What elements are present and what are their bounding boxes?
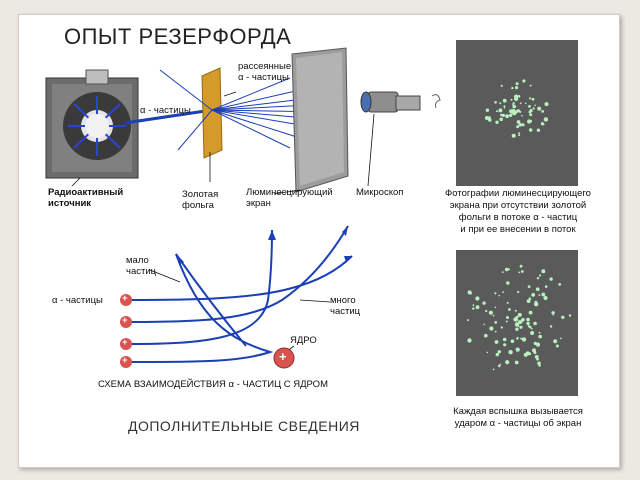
scintillation-spot (505, 114, 509, 118)
scintillation-spot (528, 105, 531, 108)
scintillation-spot (493, 369, 495, 371)
scintillation-spot (527, 299, 531, 303)
scintillation-spot (489, 326, 493, 330)
scintillation-spot (507, 302, 509, 304)
scintillation-spot (515, 310, 517, 312)
photos-caption (428, 188, 608, 236)
few-label-line1: мало (126, 255, 149, 266)
scintillation-spot (483, 324, 485, 326)
photos-caption-line2: экрана при отсутствии золотой (449, 199, 587, 211)
scintillation-spot (517, 120, 521, 124)
scintillation-spot (538, 364, 541, 367)
few-label-line2: частиц (126, 265, 157, 277)
scintillation-spot (531, 328, 533, 330)
flash-caption-line2: ударом α - частицы об экран (454, 417, 582, 429)
scintillation-spot (539, 274, 541, 276)
scintillation-spot (534, 105, 536, 107)
screen-label-line1: Люминесцирующий (246, 187, 333, 198)
scintillation-spot (508, 308, 511, 311)
photo-spots-top (456, 40, 578, 186)
scintillation-spot (550, 325, 552, 327)
many-particles-label (330, 296, 360, 318)
scintillation-spot (488, 118, 492, 122)
scintillation-spot (517, 291, 519, 293)
scintillation-spot (495, 307, 497, 309)
scintillation-spot (503, 105, 505, 107)
scintillation-spot (506, 316, 509, 319)
scintillation-spot (515, 361, 519, 365)
scintillation-spot (500, 364, 502, 366)
scintillation-spot (503, 343, 506, 346)
photo-without-foil (456, 40, 578, 186)
scintillation-spot (534, 301, 537, 304)
scintillation-spot (520, 320, 523, 323)
scintillation-spot (529, 113, 532, 116)
photo-with-foil (456, 250, 578, 396)
scintillation-spot (539, 108, 541, 110)
scintillation-spot (511, 109, 515, 113)
scintillation-spot (502, 271, 504, 273)
particle-sign: + (122, 337, 128, 348)
scintillation-spot (511, 339, 515, 343)
scintillation-spot (487, 352, 489, 354)
scintillation-spot (515, 328, 518, 331)
scintillation-spot (533, 107, 535, 109)
scintillation-spot (537, 129, 540, 132)
microscope (361, 92, 440, 112)
scintillation-spot (536, 358, 539, 361)
scintillation-spot (539, 332, 541, 334)
scintillation-spot (560, 338, 562, 340)
scintillation-spot (515, 86, 518, 89)
scintillation-spot (569, 314, 571, 316)
scintillation-spot (529, 311, 533, 315)
scintillation-spot (511, 99, 513, 101)
scintillation-spot (494, 101, 497, 104)
photos-caption-line1: Фотографии люминесцирующего (445, 188, 591, 199)
nucleus-sign: + (279, 349, 287, 364)
scintillation-spot (506, 281, 510, 285)
scintillation-spot (521, 270, 524, 273)
scintillation-spot (484, 334, 488, 338)
scintillation-spot (531, 293, 535, 297)
scintillation-spot (519, 111, 521, 113)
scintillation-spot (528, 285, 531, 288)
scintillation-spot (544, 117, 548, 121)
scintillation-spot (529, 128, 533, 132)
scintillation-spot (561, 316, 564, 319)
scintillation-spot (486, 109, 489, 112)
scintillation-spot (503, 99, 507, 103)
scintillation-spot (509, 114, 512, 117)
scintillation-spot (513, 102, 515, 104)
scintillation-spot (520, 265, 523, 268)
scintillation-spot (516, 125, 519, 128)
scintillation-spot (495, 331, 497, 333)
scintillation-spot (530, 109, 533, 112)
scintillation-spot (518, 132, 520, 134)
scintillation-spot (543, 296, 547, 300)
many-label-line1: много (330, 295, 356, 306)
scintillation-spot (494, 292, 496, 294)
scintillation-spot (499, 118, 503, 122)
scintillation-spot (519, 326, 522, 329)
scintillation-spot (530, 85, 532, 87)
scintillation-spot (512, 134, 516, 138)
photos-caption-line3: фольги в потоке α - частиц (458, 211, 578, 223)
scintillation-spot (485, 310, 487, 312)
scintillation-spot (518, 272, 520, 274)
scintillation-spot (556, 345, 559, 348)
microscope-label: Микроскоп (356, 187, 404, 198)
screen-label-line2: экран (246, 197, 271, 209)
screen-label (246, 188, 333, 210)
photos-caption-line4: и при ее внесении в поток (460, 223, 576, 235)
scintillation-spot (526, 318, 530, 322)
scintillation-spot (533, 351, 536, 354)
scintillation-spot (518, 134, 520, 136)
scintillation-spot (495, 121, 498, 124)
scintillation-spot (494, 321, 497, 324)
scintillation-spot (472, 307, 474, 309)
scintillation-spot (502, 114, 505, 117)
scintillation-spot (541, 269, 545, 273)
scintillation-spot (498, 350, 501, 353)
scintillation-spot (506, 321, 508, 323)
alpha-label: α - частицы (140, 105, 191, 116)
few-particles-label (126, 256, 156, 278)
source-label-line1: Радиоактивный (48, 187, 124, 198)
scintillation-spot (529, 97, 531, 99)
scintillation-spot (536, 287, 540, 291)
scintillation-spot (532, 98, 535, 101)
scintillation-spot (539, 294, 541, 296)
scintillation-spot (558, 283, 561, 286)
scintillation-spot (520, 102, 522, 104)
flash-caption-line1: Каждая вспышка вызывается (453, 406, 583, 417)
scintillation-spot (513, 317, 517, 321)
scintillation-spot (512, 105, 515, 108)
scintillation-spot (537, 277, 539, 279)
scintillation-spot (534, 342, 537, 345)
foil-label (182, 190, 218, 212)
scintillation-spot (505, 268, 508, 271)
scintillation-spot (473, 304, 475, 306)
scintillation-spot (545, 102, 549, 106)
scintillation-spot (501, 326, 503, 328)
scintillation-spot (496, 110, 498, 112)
scintillation-spot (514, 95, 518, 99)
photo-spots-bottom (456, 250, 578, 396)
scintillation-spot (549, 277, 552, 280)
page-title: ОПЫТ РЕЗЕРФОРДА (64, 24, 292, 49)
scintillation-spot (516, 348, 520, 352)
scintillation-spot (498, 295, 500, 297)
scintillation-spot (476, 305, 480, 309)
foil-label-line1: Золотая (182, 189, 219, 200)
scintillation-spot (495, 340, 499, 344)
scintillation-spot (467, 319, 469, 321)
scintillation-spot (498, 108, 502, 112)
scintillation-spot (522, 337, 526, 341)
additional-info-link[interactable]: ДОПОЛНИТЕЛЬНЫЕ СВЕДЕНИЯ (128, 418, 360, 434)
scintillation-spot (541, 293, 545, 297)
interaction-scheme (130, 226, 352, 362)
scintillation-spot (467, 338, 471, 342)
scintillation-spot (538, 335, 542, 339)
scintillation-spot (516, 337, 518, 339)
scintillation-spot (502, 291, 504, 293)
particle-sign: + (122, 355, 128, 366)
scattered-label-line1: рассеянные (238, 61, 292, 72)
scintillation-spot (499, 102, 501, 104)
scintillation-spot (542, 123, 544, 125)
scintillation-spot (526, 322, 529, 325)
scintillation-spot (518, 325, 520, 327)
many-label-line2: частиц (330, 305, 361, 317)
scintillation-spot (525, 103, 527, 105)
radioactive-source (46, 70, 138, 178)
scintillation-spot (545, 285, 548, 288)
scintillation-spot (530, 331, 534, 335)
scintillation-spot (482, 301, 485, 304)
scintillation-spot (526, 351, 530, 355)
scintillation-spot (468, 290, 472, 294)
scintillation-spot (505, 360, 509, 364)
scintillation-spot (522, 79, 525, 82)
scintillation-spot (521, 115, 523, 117)
scintillation-spot (541, 110, 544, 113)
scheme-caption: СХЕМА ВЗАИМОДЕЙСТВИЯ α - ЧАСТИЦ С ЯДРОМ (98, 379, 328, 390)
scintillation-spot (475, 296, 479, 300)
scintillation-spot (511, 87, 513, 89)
scintillation-spot (496, 353, 499, 356)
scattered-label-line2: α - частицы (238, 71, 289, 83)
scintillation-spot (503, 338, 507, 342)
scintillation-spot (501, 85, 503, 87)
scintillation-spot (493, 315, 495, 317)
scintillation-spot (553, 339, 557, 343)
nucleus-label: ЯДРО (290, 335, 317, 346)
source-label-line2: источник (48, 197, 92, 209)
scintillation-spot (508, 350, 512, 354)
scintillation-spot (529, 120, 532, 123)
scintillation-spot (504, 107, 506, 109)
scattered-label (238, 62, 291, 84)
scintillation-spot (533, 322, 537, 326)
scintillation-spot (516, 82, 519, 85)
source-label (48, 188, 123, 210)
scintillation-spot (518, 313, 522, 317)
scintillation-spot (552, 314, 554, 316)
scintillation-spot (520, 338, 522, 340)
particle-sign: + (122, 315, 128, 326)
particle-sign: + (122, 293, 128, 304)
flash-caption (428, 406, 608, 430)
scintillation-spot (489, 311, 493, 315)
foil-label-line2: фольга (182, 199, 214, 211)
scheme-alpha-label: α - частицы (52, 295, 103, 306)
